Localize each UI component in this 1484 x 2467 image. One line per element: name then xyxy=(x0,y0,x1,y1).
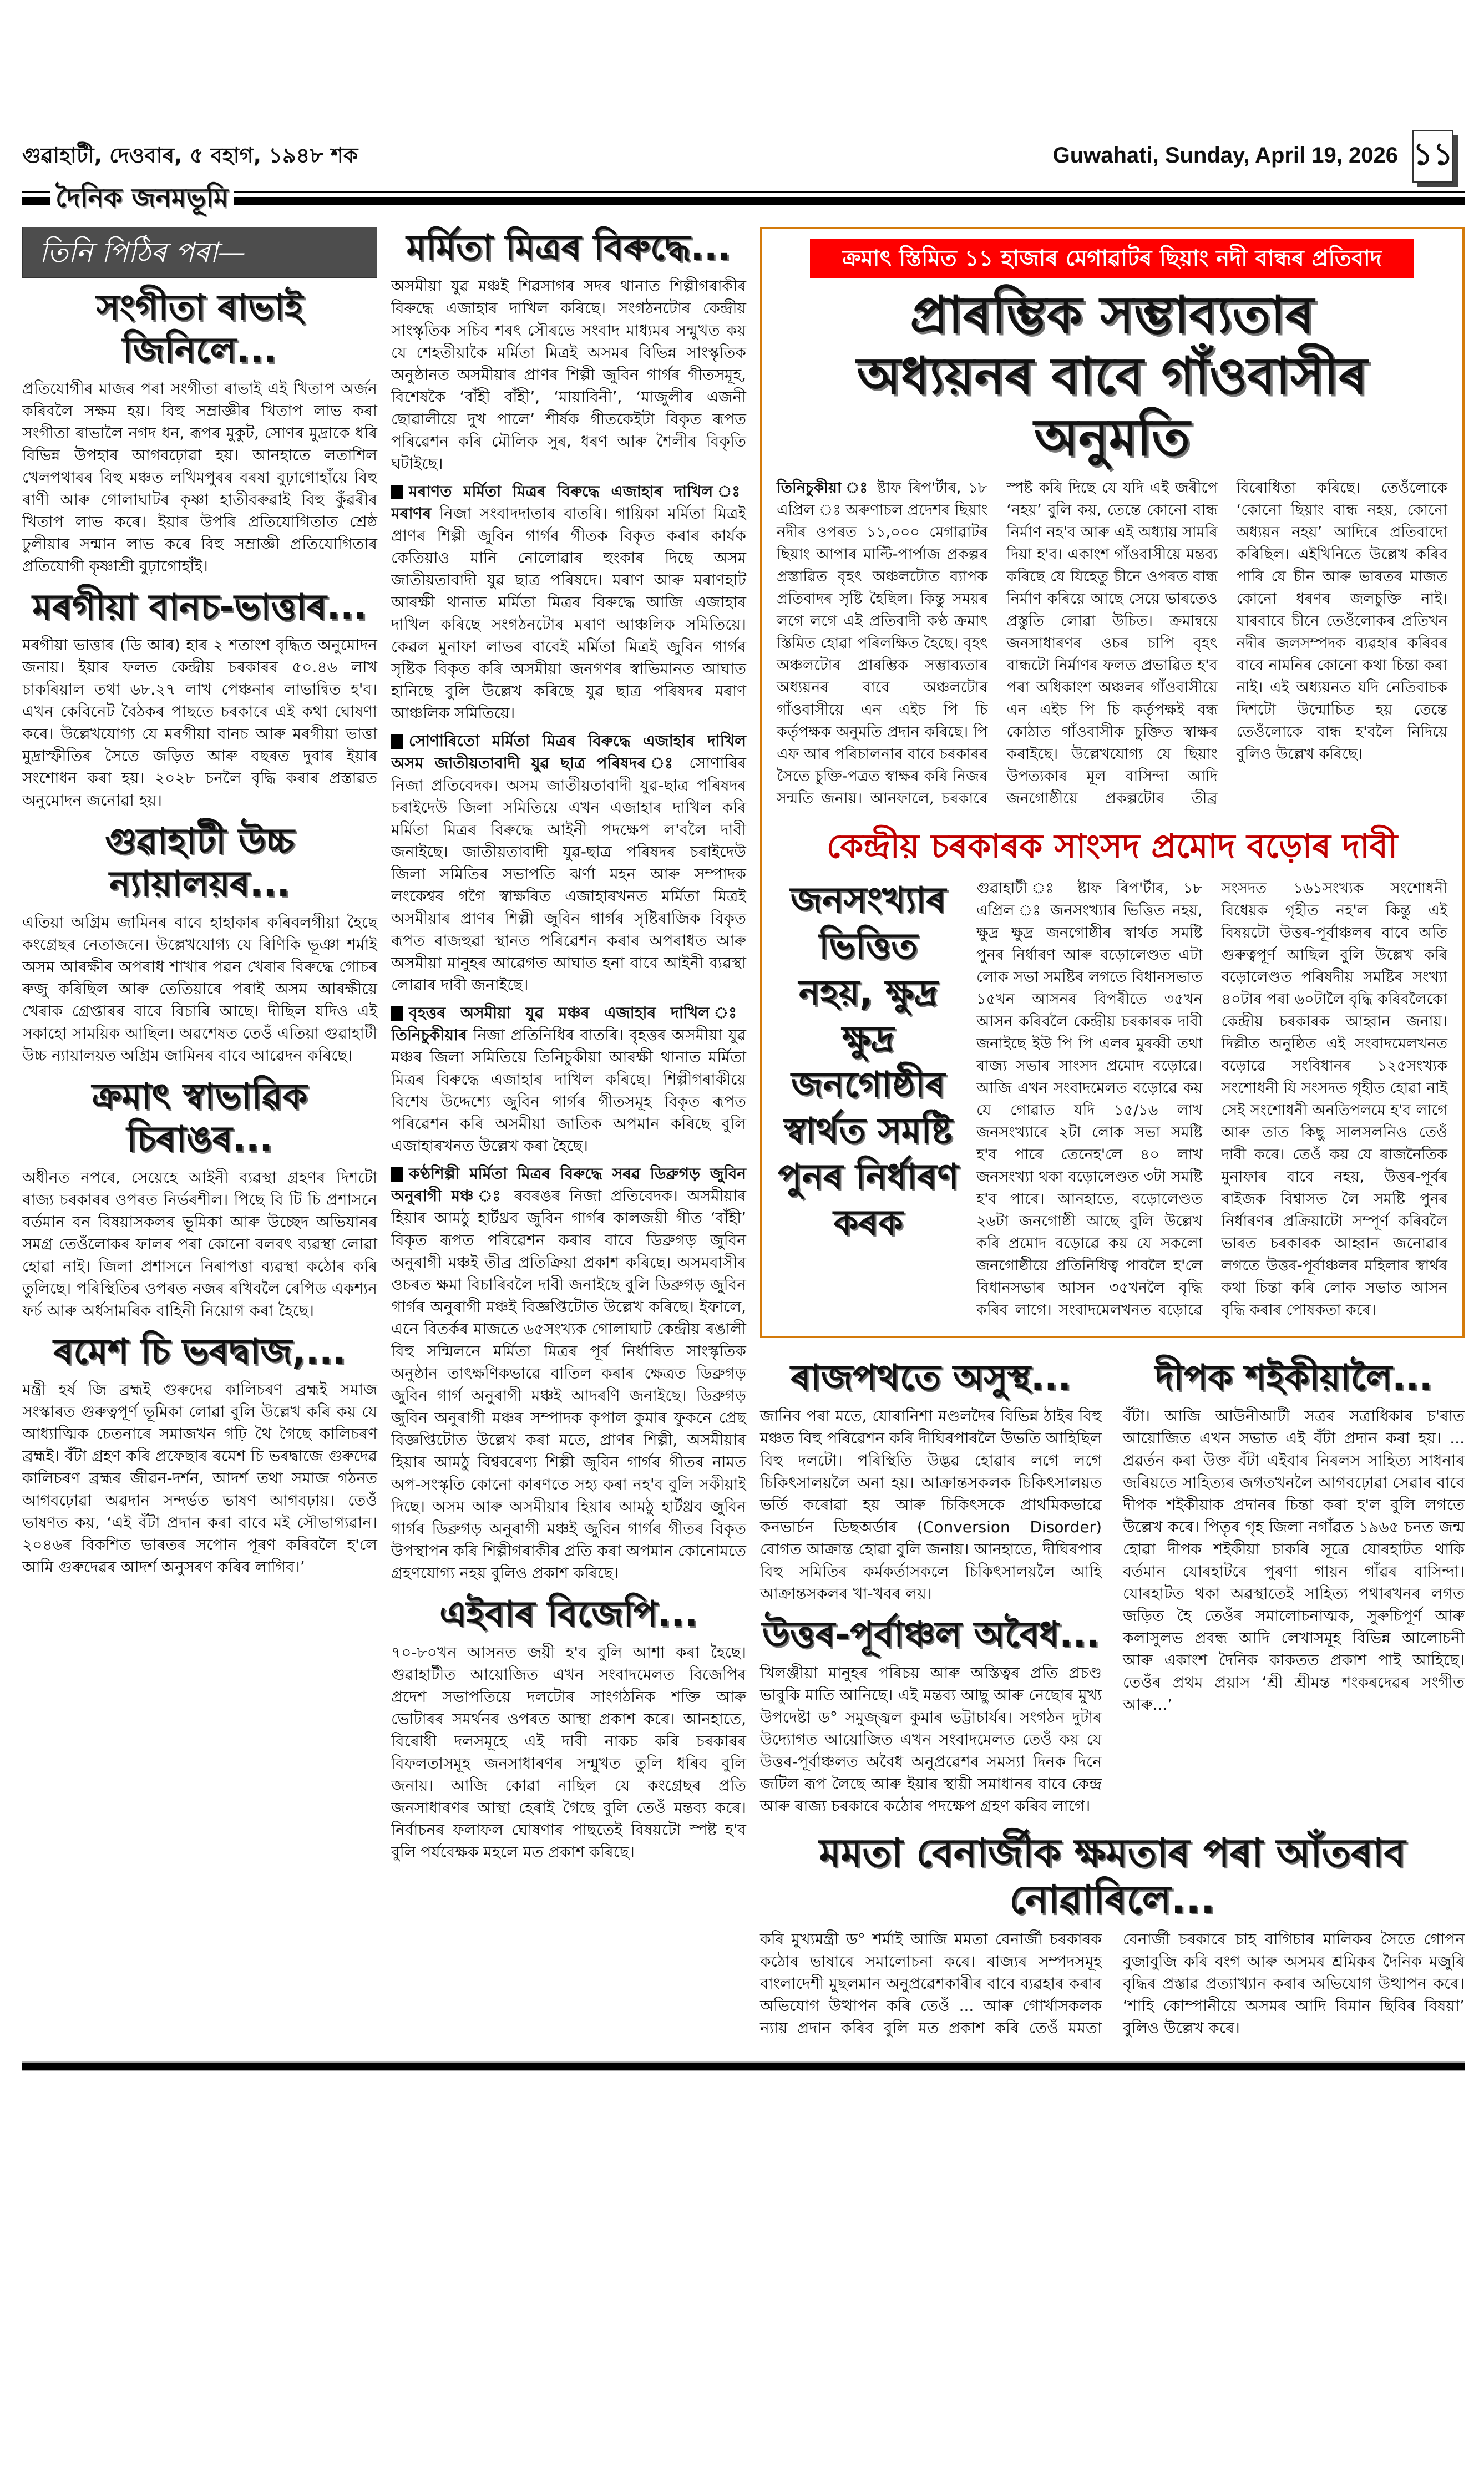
subsection-text: নিজা প্ৰতিনিধিৰ বাতৰি। বৃহত্তৰ অসমীয়া যুৱ মঞ্চৰ জিলা সমিতিয়ে তিনিচুকীয়া আৰক্ষী থানাত মৰ্মিতা মিত্ৰৰ বিৰুদ্ধে এজাহাৰ দাখিল কৰিছে। শিল্পীগৰাকীয়ে বিশেষ উদ্দেশ্যে জুবিন গাৰ্গৰ গীতসমূহ বিকৃত ৰূপত পৰিৱেশন কৰি অসমীয়া জাতিক অপমান কৰিছে বুলি এজাহাৰখনত উল্লেখ কৰা হৈছে। xyxy=(391,1025,747,1155)
lower-right-col-1 xyxy=(760,1348,1102,1817)
subsection-text: নিজা সংবাদদাতাৰ বাতৰি। গায়িকা মৰ্মিতা মিত্ৰই প্ৰাণৰ শিল্পী জুবিন গাৰ্গৰ গীতক বিকৃত কৰাৰ কাৰ্যক কেতিয়াও মানি নোলোৱাৰ হুংকাৰ দিছে অসম জাতীয়তাবাদী যুৱ ছাত্ৰ পৰিষদে। মৰাণ আৰু মৰাণহাট আৰক্ষী থানাত মৰ্মিতা মিত্ৰৰ বিৰুদ্ধে আজি এজাহাৰ দাখিল কৰিছে সংগঠনটোৰ মৰাণ আঞ্চলিক সমিতিয়ে। কেৱল মুনাফা লাভৰ বাবেই মৰ্মিতা মিত্ৰই জুবিন গাৰ্গৰ সৃষ্টিক বিকৃত কৰি অসমীয়া জনগণৰ স্বাভিমানত আঘাত হানিছে বুলি উল্লেখ কৰিছে যুৱ ছাত্ৰ পৰিষদৰ মৰাণ আঞ্চলিক সমিতিয়ে। xyxy=(391,504,746,722)
kicker: ক্ৰমাৎ স্তিমিত ১১ হাজাৰ মেগাৱাটৰ ছিয়াং নদী বান্ধৰ প্ৰতিবাদ xyxy=(810,239,1414,278)
bullet-icon xyxy=(391,1006,403,1021)
second-story-headline: কেন্দ্ৰীয় চৰকাৰক সাংসদ প্ৰমোদ বড়োৰ দাবী xyxy=(826,827,1398,867)
article-body: বঁটা। আজি আউনীআটী সত্ৰৰ সত্ৰাধিকাৰ চ'ৰাত আয়োজিত এখন সভাত এই বঁটা প্ৰদান কৰা হয়। ... প্ৰৱৰ্তন কৰা উক্ত বঁটা এইবাৰ নিৰলস সাহিত্য সাধনাৰ জৰিয়তে সাহিত্যৰ জগতখনলৈ আগবঢ়োৱা সেৱাৰ বাবে দীপক শইকীয়াক প্ৰদানৰ চিন্তা কৰা হ'ল বুলি লগতে উল্লেখ কৰে। পিতৃৰ গৃহ জিলা নগাঁৱত ১৯৬৫ চনত জন্ম হোৱা দীপক শইকীয়া চাকৰি সূত্ৰে যোৰহাটত থাকি বৰ্তমান যোৰহাটৰে পুৰণা গায়ন গাঁৱৰ বাসিন্দা। যোৰহাটত থকা অৱস্থাতেই সাহিত্য পথাৰখনৰ লগত জড়িত হৈ তেওঁৰ সমালোচনাত্মক, সুৰুচিপূৰ্ণ আৰু কলাসুলভ প্ৰবন্ধ আদি লেখাসমূহ বিভিন্ন আলোচনী আৰু একাংশ দৈনিক কাকতত প্ৰকাশ পাই আহিছে। তেওঁৰ প্ৰথম প্ৰয়াস ‘শ্ৰী শ্ৰীমন্ত শংকৰদেৱৰ সংগীত আৰু...’ xyxy=(1123,1406,1465,1714)
article-body: কৰি মুখ্যমন্ত্ৰী ড° শৰ্মাই আজি মমতা বেনাৰ্জী চৰকাৰক কঠোৰ ভাষাৰে সমালোচনা কৰে। ৰাজ্যৰ সম্পদসমূহ বাংলাদেশী মুছলমান অনুপ্ৰৱেশকাৰীৰ বাবে ব্যৱহাৰ কৰাৰ অভিযোগ উত্থাপন কৰি তেওঁ ... আৰু গোৰ্খাসকলক ন্যায় প্ৰদান কৰিব বুলি মত প্ৰকাশ কৰি তেওঁ মমতা বেনাৰ্জী চৰকাৰে চাহ বাগিচাৰ মালিকৰ সৈতে গোপন বুজাবুজি কৰি বংগ আৰু অসমৰ শ্ৰমিকৰ দৈনিক মজুৰি বৃদ্ধিৰ প্ৰস্তাৱ প্ৰত্যাখ্যান কৰাৰ অভিযোগ উত্থাপন কৰে। ‘শাহি কোম্পানীয়ে অসমৰ আদি বিমান ছিবিৰ বিষয়া’ বুলিও উল্লেখ কৰে। xyxy=(760,1929,1465,2037)
headline: এইবাৰ বিজেপি... xyxy=(439,1593,698,1635)
headline: ক্ৰমাৎ স্বাভাৱিক চিৰাঙৰ... xyxy=(92,1076,308,1160)
headline: উত্তৰ-পূৰ্বাঞ্চল অবৈধ... xyxy=(762,1614,1100,1655)
second-story-body: গুৱাহাটী ঃ ষ্টাফ ৰিপ'ৰ্টাৰ, ১৮ এপ্ৰিল ঃ জনসংখ্যাৰ ভিত্তিত নহয়, ক্ষুদ্ৰ ক্ষুদ্ৰ জনগোষ্ঠীৰ স্বাৰ্থত সমষ্টি পুনৰ নিৰ্ধাৰণ আৰু বড়োলেণ্ডত এটা লোক সভা সমষ্টিৰ লগতে বিধানসভাত ১৫খন আসনৰ বিপৰীতে ৩৫খন আসন কৰিবলৈ কেন্দ্ৰীয় চৰকাৰক দাবী জনাইছে ইউ পি পি এলৰ মুৰব্বী তথা ৰাজ্য সভাৰ সাংসদ প্ৰমোদ বড়োৱে। আজি এখন সংবাদমেলত বড়োৱে কয় যে গোৱাত যদি ১৫/১৬ লাখ জনসংখ্যাৰে ২টা লোক সভা সমষ্টি হ'ব পাৰে তেনেহ'লে ৪০ লাখ জনসংখ্যা থকা বড়োলেণ্ডত ৩টা সমষ্টি হ'ব পাৰে। আনহাতে, বড়োলেণ্ডত ২৬টা জনগোষ্ঠী আছে বুলি উল্লেখ কৰি প্ৰমোদ বড়োৱে কয় যে সকলো জনগোষ্ঠীয়ে প্ৰতিনিধিত্ব পাবলৈ হ'লে বিধানসভাৰ আসন ৩৫খনলৈ বৃদ্ধি কৰিব লাগে। সংবাদমেলখনত বড়োৱে সংসদত ১৬১সংখ্যক সংশোধনী বিধেয়ক গৃহীত নহ'ল কিন্তু এই বিষয়টো উত্তৰ-পূৰ্বাঞ্চলৰ বাবে অতি গুৰুত্বপূৰ্ণ আছিল বুলি উল্লেখ কৰি বড়োলেণ্ডত পৰিষদীয় সমষ্টিৰ সংখ্যা ৪০টাৰ পৰা ৬০টালৈ বৃদ্ধি কৰিবলৈকো কেন্দ্ৰীয় চৰকাৰক আহ্বান জনায়। দিল্লীত অনুষ্ঠিত এই সংবাদমেলখনত বড়োৱে সংবিধানৰ ১২৫সংখ্যক সংশোধনী যি সংসদত গৃহীত হোৱা নাই সেই সংশোধনী অনতিপলমে হ'ব লাগে আৰু তাত কিছু সালসলনিও তেওঁ দাবী কৰে। তেওঁ কয় যে ৰাজনৈতিক মুনাফাৰ বাবে নহয়, উত্তৰ-পূৰ্বৰ ৰাইজক বিশ্বাসত লৈ সমষ্টি পুনৰ নিৰ্ধাৰণৰ প্ৰক্ৰিয়াটো সম্পূৰ্ণ কৰিবলৈ ভাৰত চৰকাৰক আহ্বান জনোৱাৰ লগতে উত্তৰ-পূৰ্বাঞ্চলৰ মহিলাৰ স্বাৰ্থৰ কথা চিন্তা কৰি লোক সভাত আসন বৃদ্ধি কৰাৰ পোষকতা কৰে। xyxy=(976,880,1447,1319)
lead-story-body xyxy=(777,477,1447,810)
headline: সংগীতা ৰাভাই জিনিলে... xyxy=(96,287,303,371)
masthead xyxy=(22,130,1465,180)
bullet-icon xyxy=(391,734,403,749)
subsection xyxy=(391,730,746,996)
lead-story-text: ষ্টাফ ৰিপ'ৰ্টাৰ, ১৮ এপ্ৰিল ঃ অৰুণাচল প্ৰদেশৰ ছিয়াং নদীৰ ওপৰত ১১,০০০ মেগাৱাটৰ ছিয়াং আপাৰ মাল্টি-পাৰ্পাজ প্ৰকল্পৰ প্ৰস্তাৱিত বৃহৎ অঞ্চলটোত ব্যাপক প্ৰতিবাদৰ সৃষ্টি হৈছিল। কিন্তু সময়ৰ লগে লগে এই প্ৰতিবাদী কণ্ঠ ক্ৰমাৎ স্তিমিত হোৱা পৰিলক্ষিত হৈছে। বৃহৎ অঞ্চলটোৰ প্ৰাৰম্ভিক সম্ভাব্যতাৰ অধ্যয়নৰ বাবে অঞ্চলটোৰ গাঁওবাসীয়ে এন এইচ পি চি কৰ্তৃপক্ষক অনুমতি প্ৰদান কৰিছে। পি এফ আৰ পৰিচালনাৰ বাবে চৰকাৰৰ সৈতে চুক্তি-পত্ৰত স্বাক্ষৰ কৰি নিজৰ সন্মতি জনায়। আনফালে, চৰকাৰে স্পষ্ট কৰি দিছে যে যদি এই জৰীপে ‘নহয়’ বুলি কয়, তেন্তে কোনো বান্ধ নিৰ্মাণ নহ'ব আৰু এই অধ্যায় সামৰি দিয়া হ'ব। একাংশ গাঁওবাসীয়ে মন্তব্য কৰিছে যে যিহেতু চীনে ওপৰত বান্ধ নিৰ্মাণ কৰিয়ে আছে সেয়ে ভাৰতেও প্ৰস্তুতি লোৱা উচিত। ক্ৰমান্বয়ে জনসাধাৰণৰ ওচৰ চাপি বৃহৎ বান্ধটো নিৰ্মাণৰ ফলত প্ৰভাৱিত হ'ব পৰা অধিকাংশ অঞ্চলৰ গাঁওবাসীয়ে এন এইচ পি চি কৰ্তৃপক্ষই বন্ধ কোঠাত গাঁওবাসীক চুক্তিত স্বাক্ষৰ কৰাইছে। উল্লেখযোগ্য যে ছিয়াং উপত্যকাৰ মূল বাসিন্দা আদি জনগোষ্ঠীয়ে প্ৰকল্পটোৰ তীব্ৰ বিৰোধিতা কৰিছে। তেওঁলোকে ‘কোনো ছিয়াং বান্ধ নহয়, কোনো অধ্যয়ন নহয়’ আদিৰে প্ৰতিবাদো কৰিছিল। এইখিনিতে উল্লেখ কৰিব পাৰি যে চীন আৰু ভাৰতৰ মাজত কোনো ধৰণৰ জলচুক্তি নাই। যাৰবাবে চীনে তেওঁলোকৰ প্ৰতিখন নদীৰ জলসম্পদক ব্যৱহাৰ কৰিবৰ বাবে নামনিৰ কোনো কথা চিন্তা কৰা নাই। এই অধ্যয়নত যদি নেতিবাচক দিশটো উন্মোচিত হয় তেন্তে তেওঁলোকে বান্ধ হ'বলৈ নিদিয়ে বুলিও উল্লেখ কৰিছে। xyxy=(777,479,1447,808)
bullet-icon xyxy=(391,1167,403,1182)
left-column xyxy=(22,227,377,1578)
article-intro: অসমীয়া যুৱ মঞ্চই শিৱসাগৰ সদৰ থানাত শিল্পীগৰাকীৰ বিৰুদ্ধে এজাহাৰ দাখিল কৰিছে। সংগঠনটোৰ কেন্দ্ৰীয় সাংস্কৃতিক সচিব শৰৎ সৌৰভে সংবাদ মাধ্যমৰ সন্মুখত কয় যে শেহতীয়াকৈ মৰ্মিতা মিত্ৰই অসমৰ বিভিন্ন সাংস্কৃতিক অনুষ্ঠানত অসমীয়াৰ প্ৰাণৰ শিল্পী জুবিন গাৰ্গৰ গীতসমূহ, বিশেষকৈ ‘বাঁহী বাঁহী’, ‘মায়াবিনী’, ‘মাজুলীৰ এজনী ছোৱালীয়ে দুখ পালে’ শীৰ্ষক গীতকেইটা বিকৃত ৰূপত পৰিৱেশন কৰি মৌলিক সুৰ, ধৰণ আৰু শৈলীৰ বিকৃতি ঘটাইছে। xyxy=(391,276,746,473)
article-sangita-rabha xyxy=(22,287,377,578)
lead-story-box xyxy=(760,227,1465,1338)
newspaper-page xyxy=(22,0,1465,2105)
article-ramesh-bharadwaj xyxy=(22,1331,377,1579)
subsection-lead: বৃহত্তৰ অসমীয়া যুৱ মঞ্চৰ এজাহাৰ দাখিল ঃ তিনিচুকীয়াৰ xyxy=(391,1003,746,1044)
section-banner: তিনি পিঠিৰ পৰা— xyxy=(22,227,377,278)
subsection-text: সোণাৰিৰ নিজা প্ৰতিবেদক। অসম জাতীয়তাবাদী যুৱ-ছাত্ৰ পৰিষদৰ চৰাইদেউ জিলা সমিতিয়ে এখন এজাহাৰ দাখিল কৰি মৰ্মিতা মিত্ৰৰ বিৰুদ্ধে আইনী পদক্ষেপ ল'বলৈ দাবী জনাইছে। জাতীয়তাবাদী যুৱ-ছাত্ৰ পৰিষদৰ চৰাইদেউ জিলা সমিতিৰ সভাপতি ঝৰ্ণা মহন আৰু সম্পাদক লংকেশ্বৰ গগৈ স্বাক্ষৰিত এজাহাৰখনত মৰ্মিতা মিত্ৰই অসমীয়াৰ প্ৰাণৰ শিল্পী জুবিন গাৰ্গৰ সৃষ্টিৰাজিক বিকৃত ৰূপত ৰাজহুৱা স্থানত পৰিৱেশন কৰাৰ অপৰাধত আৰু অসমীয়া মানুহৰ আৱেগত আঘাত হনা বাবে আইনী ব্যৱস্থা লোৱাৰ দাবী জনাইছে। xyxy=(391,753,746,994)
article-bjp xyxy=(391,1593,746,1863)
lower-right-col-2 xyxy=(1123,1348,1465,1716)
footer-rule xyxy=(22,2061,1465,2071)
subsection-lead: সোণাৰিতো মৰ্মিতা মিত্ৰৰ বিৰুদ্ধে এজাহাৰ দাখিল অসম জাতীয়তাবাদী যুৱ ছাত্ৰ পৰিষদৰ ঃ xyxy=(391,731,746,772)
date-english: Guwahati, Sunday, April 19, 2026 xyxy=(1052,143,1398,168)
headline: দীপক শইকীয়ালৈ... xyxy=(1154,1357,1433,1399)
subsection-text: ৰবৰঙৰ নিজা প্ৰতিবেদক। অসমীয়াৰ হিয়াৰ আমঠু হাৰ্টথ্ৰব জুবিন গাৰ্গৰ কালজয়ী গীত ‘বাঁহী’ বিকৃত ৰূপত পৰিৱেশন কৰাৰ বাবে ডিব্ৰুগড় জুবিন অনুৰাগী মঞ্চই তীব্ৰ প্ৰতিক্ৰিয়া প্ৰকাশ কৰিছে। অসমবাসীৰ ওচৰত ক্ষমা বিচাৰিবলৈ দাবী জনাইছে বুলি ডিব্ৰুগড় জুবিন গাৰ্গৰ অনুৰাগী মঞ্চই বিজ্ঞপ্তিটোত উল্লেখ কৰিছে। ইফালে, এনে বিতৰ্কৰ মাজতে ৬৫সংখ্যক গোলাঘাট কেন্দ্ৰীয় ৰঙালী বিহু সন্মিলনে মৰ্মিতা মিত্ৰৰ পূৰ্ব নিৰ্ধাৰিত সাংস্কৃতিক অনুষ্ঠান তাৎক্ষণিকভাৱে বাতিল কৰাৰ ক্ষেত্ৰত ডিব্ৰুগড় জুবিন গাৰ্গ অনুৰাগী মঞ্চই আদৰণি জনাইছে। ডিব্ৰুগড় জুবিন অনুৰাগী মঞ্চৰ সম্পাদক কৃপাল কুমাৰ ফুকনে প্ৰেছ বিজ্ঞপ্তিটোত উল্লেখ কৰা মতে, প্ৰাণৰ শিল্পী, অসমীয়াৰ হিয়াৰ আমঠু বিশ্ববৰেণ্য শিল্পী জুবিন গাৰ্গৰ গীতৰ নামত অপ-সংস্কৃতি কোনো কাৰণতে সহ্য কৰা নহ'ব বুলি সকীয়াই দিছে। অসম আৰু অসমীয়াৰ হিয়াৰ আমঠু হাৰ্টথ্ৰব জুবিন গাৰ্গৰ ডিব্ৰুগড় অনুৰাগী মঞ্চই জুবিন গাৰ্গৰ গীতৰ বিকৃত উপস্থাপন কৰি শিল্পীগৰাকীৰ প্ৰতি কৰা অপমান কোনোমতে গ্ৰহণযোগ্য নহয় বুলিও প্ৰকাশ কৰিছে। xyxy=(391,1186,747,1582)
article-body: জানিব পৰা মতে, যোৰানিশা মণ্ডলদৈৰ বিভিন্ন ঠাইৰ বিহু মঞ্চত বিহু পৰিৱেশন কৰি দীঘিৰপাৰলৈ উভতি আহিছিল বিহু দলটো। পৰিস্থিতি উদ্ভৱ হোৱাৰ লগে লগে চিকিৎসালয়লৈ অনা হয়। আক্ৰান্তসকলক চিকিৎসালয়ত ভৰ্তি কৰোৱা হয় আৰু চিকিৎসকে প্ৰাথমিকভাৱে কনভাৰ্চন ডিছঅৰ্ডাৰ (Conversion Disorder) বোগত আক্ৰান্ত হোৱা বুলি জনায়। আনহাতে, দীঘিৰপাৰ বিহু সমিতিৰ কৰ্মকৰ্তাসকলে চিকিৎসালয়লৈ আহি আক্ৰান্তসকলৰ খা-খবৰ লয়। xyxy=(760,1406,1102,1603)
page-number: ১১ xyxy=(1412,130,1453,183)
article-marmita-mitra xyxy=(391,227,746,1584)
paper-name: দৈনিক জনমভূমি xyxy=(50,180,234,216)
lead-headline-line2: অধ্যয়নৰ বাবে গাঁওবাসীৰ অনুমতি xyxy=(857,346,1367,467)
article-mamata xyxy=(760,1830,1465,2039)
article-body xyxy=(391,275,746,1584)
paper-name-row xyxy=(22,180,1465,219)
subsection xyxy=(391,1163,746,1584)
headline: ৰমেশ চি ভৰদ্বাজ,... xyxy=(53,1331,346,1372)
column-layout xyxy=(22,227,1465,2039)
headline: মৰগীয়া বানচ-ভাত্তাৰ... xyxy=(32,586,367,628)
lead-headline xyxy=(777,285,1447,468)
article-body: ৭০-৮০খন আসনত জয়ী হ'ব বুলি আশা কৰা হৈছে। গুৱাহাটীত আয়োজিত এখন সংবাদমেলত বিজেপিৰ প্ৰদেশ সভাপতিয়ে দলটোৰ সাংগঠনিক শক্তি আৰু ভোটাৰৰ সমৰ্থনৰ ওপৰত আস্থা প্ৰকাশ কৰে। আনহাতে, বিৰোধী দলসমূহে এই দাবী নাকচ কৰি চৰকাৰৰ বিফলতাসমূহ জনসাধাৰণৰ সন্মুখত তুলি ধৰিব বুলি জনায়। আজি কোৱা নাছিল যে কংগ্ৰেছৰ প্ৰতি জনসাধাৰণৰ আস্থা হেৰাই গৈছে বুলি তেওঁ মন্তব্য কৰে। নিৰ্বাচনৰ ফলাফল ঘোষণাৰ পাছতেই বিষয়টো স্পষ্ট হ'ব বুলি পৰ্যবেক্ষক মহলে মত প্ৰকাশ কৰিছে। xyxy=(391,1643,746,1861)
article-high-court xyxy=(22,820,377,1067)
article-chirang xyxy=(22,1076,377,1322)
lower-right-articles xyxy=(760,1348,1465,1817)
side-headline: জনসংখ্যাৰ ভিত্তিত নহয়, ক্ষুদ্ৰ ক্ষুদ্ৰ জনগোষ্ঠীৰ স্বাৰ্থত সমষ্টি পুনৰ নিৰ্ধাৰণ কৰক xyxy=(778,880,959,1244)
article-body: প্ৰতিযোগীৰ মাজৰ পৰা সংগীতা ৰাভাই এই খিতাপ অৰ্জন কৰিবলৈ সক্ষম হয়। বিহু সম্ৰাজ্ঞীৰ খিতাপ লাভ কৰা সংগীতা ৰাভালৈ নগদ ধন, ৰূপৰ মুকুট, সোণৰ মুদ্ৰাকে ধৰি বিভিন্ন উপহাৰ আগবঢ়োৱা হয়। আনহাতে লতাশিল খেলপথাৰৰ বিহু মঞ্চত লখিমপুৰৰ বৰষা বুঢ়াগোহাঁয়ে বিহু ৰাণী আৰু গোলাঘাটৰ কৃষ্ণা হাতীবৰুৱাই বিহু কুঁৱৰীৰ খিতাপ লাভ কৰে। ইয়াৰ উপৰি প্ৰতিযোগিতাত শ্ৰেষ্ঠ ঢুলীয়াৰ সন্মান লাভ কৰে বিহু সম্ৰাজ্ঞী প্ৰতিযোগিতাৰ প্ৰতিযোগী কৃষ্ণাশ্ৰী বুঢ়াগোহাঁই। xyxy=(22,379,377,575)
article-body: খিলঞ্জীয়া মানুহৰ পৰিচয় আৰু অস্তিত্বৰ প্ৰতি প্ৰচণ্ড ভাবুকি মাতি আনিছে। এই মন্তব্য আছু আৰু নেছোৰ মুখ্য উপদেষ্টা ড° সমুজ্জ্বল কুমাৰ ভট্টাচাৰ্যৰ। সংগঠন দুটাৰ উদ্যোগত আয়োজিত এখন সংবাদমেলত তেওঁ কয় যে উত্তৰ-পূৰ্বাঞ্চলত অবৈধ অনুপ্ৰৱেশৰ সমস্যা দিনক দিনে জটিল ৰূপ লৈছে আৰু ইয়াৰ স্থায়ী সমাধানৰ বাবে কেন্দ্ৰ আৰু ৰাজ্য চৰকাৰে কঠোৰ পদক্ষেপ গ্ৰহণ কৰিব লাগে। xyxy=(760,1663,1102,1815)
bullet-icon xyxy=(391,485,403,499)
second-story xyxy=(777,878,1447,1321)
subsection-lead: কণ্ঠশিল্পী মৰ্মিতা মিত্ৰৰ বিৰুদ্ধে সৰৱ ডিব্ৰুগড় জুবিন অনুৰাগী মঞ্চ ঃ xyxy=(391,1164,746,1205)
article-body: মন্ত্ৰী হৰ্ষ জি ব্ৰহ্মই গুৰুদেৱ কালিচৰণ ব্ৰহ্মই সমাজ সংস্কাৰত গুৰুত্বপূৰ্ণ ভূমিকা লোৱা বুলি উল্লেখ কৰি কয় যে আধ্যাত্মিক চেতনাৰে সমাজখন গঢ়ি থৈ গৈছে কালিচৰণ ব্ৰহ্মই। বঁটা গ্ৰহণ কৰি প্ৰফেছাৰ ৰমেশ চি ভৰদ্বাজে গুৰুদেৱ কালিচৰণ ব্ৰহ্মৰ জীৱন-দৰ্শন, আদৰ্শ তথা সমাজ গঠনত আগবঢ়োৱা অৱদান সন্দৰ্ভত ভাষণ আগবঢ়ায়। তেওঁ ভাষণত কয়, ‘এই বঁটা প্ৰদান কৰা বাবে মই সৌভাগ্যৱান। ২০৪৬ৰ বিকশিত ভাৰতৰ সপোন পূৰণ কৰিবলৈ হ'লে আমি গুৰুদেৱৰ আদৰ্শ অনুসৰণ কৰিব লাগিব।’ xyxy=(22,1380,377,1577)
subsection xyxy=(391,480,746,725)
right-column xyxy=(760,227,1465,2039)
header-rule-thin xyxy=(22,191,1465,193)
headline: ৰাজপথতে অসুস্থ... xyxy=(791,1357,1071,1399)
article-body: মৰগীয়া ভাত্তাৰ (ডি আৰ) হাৰ ২ শতাংশ বৃদ্ধিত অনুমোদন জনায়। ইয়াৰ ফলত কেন্দ্ৰীয় চৰকাৰৰ ৫০.৪৬ লাখ চাকৰিয়াল তথা ৬৮.২৭ লাখ পেঞ্চনাৰ লাভান্বিত হ'ব। এখন কেবিনেট বৈঠকৰ পাছতে চৰকাৰে এই কথা ঘোষণা কৰে। উল্লেখযোগ্য যে মৰগীয়া বানচ আৰু মৰগীয়া ভাত্তা মুদ্ৰাস্ফীতিৰ সৈতে জড়িত আৰু বছৰত দুবাৰ ইয়াৰ সংশোধন কৰা হয়। ২০২৮ চনলৈ বৃদ্ধি কৰাৰ প্ৰস্তাৱত অনুমোদন জনোৱা হয়। xyxy=(22,636,377,810)
headline: মৰ্মিতা মিত্ৰৰ বিৰুদ্ধে... xyxy=(406,227,731,269)
article-body: অধীনত নপৰে, সেয়েহে আইনী ব্যৱস্থা গ্ৰহণৰ দিশটো ৰাজ্য চৰকাৰৰ ওপৰত নিৰ্ভৰশীল। পিছে বি টি চি প্ৰশাসনে বৰ্তমান বন বিষয়াসকলৰ ভূমিকা আৰু উচ্ছেদ অভিযানৰ সমগ্ৰ তেওঁলোকৰ ফালৰ পৰা কোনো বলবৎ ব্যৱস্থা লোৱা হোৱা নাই। জিলা প্ৰশাসনে নিৰাপত্তা ব্যৱস্থা কঠোৰ কৰি তুলিছে। পৰিস্থিতিৰ ওপৰত নজৰ ৰখিবলৈ ৰেপিড একশ্যন ফৰ্চ আৰু অৰ্ধসামৰিক বাহিনী নিয়োগ কৰা হৈছে। xyxy=(22,1168,377,1320)
date-assamese: গুৱাহাটী, দেওবাৰ, ৫ বহাগ, ১৯৪৮ শক xyxy=(22,143,358,168)
headline: গুৱাহাটী উচ্চ ন্যায়ালয়ৰ... xyxy=(105,821,295,905)
header-rule-thick xyxy=(22,197,1465,205)
article-body: এতিয়া অগ্ৰিম জামিনৰ বাবে হাহাকাৰ কৰিবলগীয়া হৈছে কংগ্ৰেছৰ নেতাজনে। উল্লেখযোগ্য যে ৰিণিকি ভূঞা শৰ্মাই অসম আৰক্ষীৰ অপৰাধ শাখাৰ পৱন খেৰাৰ বিৰুদ্ধে গোচৰ ৰুজু কৰিছিল আৰু তেতিয়াৰে পৰাই অসম আৰক্ষীয়ে খেৰাক গ্ৰেপ্তাৰৰ বাবে বিচাৰি আছে। দীছিল যদিও এই সকাহো সাময়িক আছিল। অৱশেষত তেওঁ এতিয়া গুৱাহাটী উচ্চ ন্যায়ালয়ত অগ্ৰিম জামিনৰ বাবে আৱেদন কৰিছে। xyxy=(22,913,377,1065)
lead-headline-line1: প্ৰাৰম্ভিক সম্ভাব্যতাৰ xyxy=(910,285,1314,345)
dateline: তিনিচুকীয়া ঃ xyxy=(777,479,870,497)
subsection xyxy=(391,1002,746,1157)
headline: মমতা বেনাৰ্জীক ক্ষমতাৰ পৰা আঁতৰাব নোৱাৰিলে... xyxy=(819,1830,1406,1922)
article-dearness-allowance xyxy=(22,586,377,812)
subsection-lead: মৰাণত মৰ্মিতা মিত্ৰৰ বিৰুদ্ধে এজাহাৰ দাখিল ঃ মৰাণৰ xyxy=(391,482,746,523)
middle-column xyxy=(391,227,746,1863)
